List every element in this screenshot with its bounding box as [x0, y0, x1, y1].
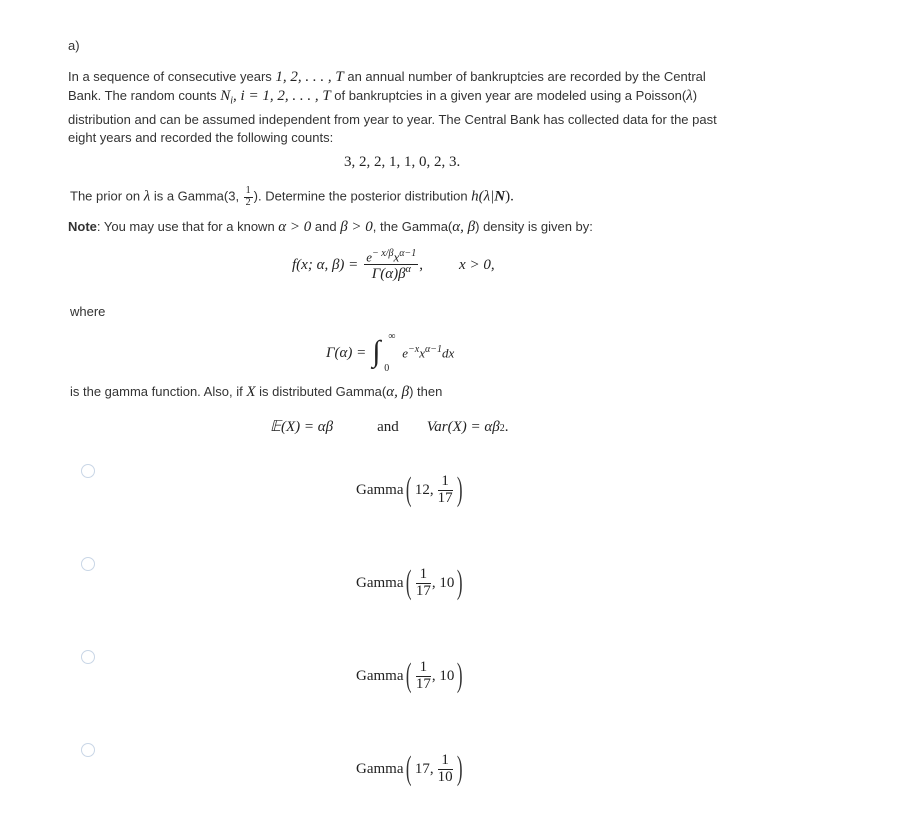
- fraction-num: 1: [416, 567, 431, 584]
- after-text: is the gamma function. Also, if: [70, 384, 247, 399]
- note-text: , the Gamma(: [372, 219, 453, 234]
- den-text: Γ(α)β: [371, 265, 406, 282]
- paren-left: (: [406, 471, 412, 508]
- para-text: eight years and recorded the following counts:: [68, 130, 334, 146]
- math-posterior: h(λ|: [471, 188, 495, 205]
- note-bold: Note: [68, 219, 97, 234]
- math-params: α, β: [452, 219, 476, 235]
- option-beta-fraction: [438, 753, 453, 786]
- num-x-exp: α−1: [399, 248, 417, 259]
- integral-sign: [370, 333, 400, 373]
- note-text: ) density is given by:: [475, 219, 593, 234]
- math-lambda: λ: [686, 87, 693, 104]
- option-alpha-fraction: [416, 567, 431, 600]
- density-fraction: [364, 249, 418, 283]
- option-alpha: 17,: [414, 760, 434, 777]
- fraction-den: 17: [415, 582, 431, 599]
- density-den: [364, 265, 418, 283]
- density-num: [364, 249, 418, 265]
- math-index: , i = 1, 2, . . . , T: [233, 87, 331, 104]
- para-text: ): [692, 87, 698, 103]
- integrand: [402, 344, 454, 361]
- density-condition: x > 0,: [459, 257, 495, 274]
- paren-right: ): [457, 564, 463, 601]
- integral-upper: ∞: [388, 331, 396, 342]
- paren-left: (: [406, 657, 412, 694]
- option-4-radio[interactable]: [81, 743, 95, 757]
- counts-display: 3, 2, 2, 1, 1, 0, 2, 3.: [344, 154, 461, 170]
- para-text: an annual number of bankruptcies are recorded by the Central: [343, 69, 706, 84]
- moments-formula: [270, 417, 508, 436]
- after-text: ) then: [409, 384, 443, 399]
- para-text: Bank. The random counts: [68, 87, 221, 103]
- fraction-num: 1: [245, 185, 251, 196]
- intro-paragraph: [68, 68, 768, 148]
- after-text: is distributed Gamma(: [255, 384, 387, 399]
- integrand-e-exp: −x: [408, 344, 420, 356]
- math-alpha-cond: α > 0: [278, 219, 312, 235]
- option-gamma-label: Gamma: [356, 760, 404, 777]
- option-1-formula: [356, 473, 465, 507]
- option-3-radio[interactable]: [81, 650, 95, 664]
- option-gamma-label: Gamma: [356, 667, 404, 684]
- option-2-formula: [356, 566, 466, 600]
- option-alpha: 12,: [414, 481, 434, 498]
- density-comma: ,: [419, 257, 424, 274]
- fraction-den: 17: [415, 675, 431, 692]
- math-params: α, β: [386, 384, 410, 400]
- note-line: [68, 219, 593, 236]
- para-text: In a sequence of consecutive years: [68, 69, 276, 84]
- variance: Var(X) = αβ: [426, 419, 500, 435]
- variance-exp: 2: [499, 423, 505, 434]
- option-alpha-fraction: [416, 660, 431, 693]
- paren-left: (: [406, 564, 412, 601]
- math-years: 1, 2, . . . , T: [275, 69, 344, 85]
- where-label: where: [70, 304, 106, 319]
- math-bold-N: N: [494, 188, 506, 205]
- integral-glyph: ∫: [372, 335, 381, 368]
- math-sub-i: i: [230, 95, 234, 107]
- option-beta: , 10: [431, 667, 455, 684]
- gamma-function-formula: [326, 333, 454, 373]
- para-text: of bankruptcies in a given year are modeled using a Poisson(: [330, 87, 687, 103]
- note-text: and: [311, 219, 341, 234]
- fraction-den: 10: [437, 768, 453, 785]
- option-1-radio[interactable]: [81, 464, 95, 478]
- integrand-x-exp: α−1: [425, 344, 443, 356]
- option-gamma-label: Gamma: [356, 481, 404, 498]
- prior-text: ). Determine the posterior distribution: [253, 188, 472, 204]
- fraction-num: 1: [416, 660, 431, 677]
- paren-right: ): [456, 750, 463, 787]
- note-text: : You may use that for a known: [96, 219, 279, 234]
- num-e-exp: − x/β: [372, 248, 394, 259]
- prior-fraction: [244, 186, 253, 208]
- expectation: 𝔼(X) = αβ: [270, 419, 334, 435]
- math-beta-cond: β > 0: [340, 219, 373, 235]
- math-close: ).: [505, 188, 514, 205]
- option-2-radio[interactable]: [81, 557, 95, 571]
- option-gamma-label: Gamma: [356, 574, 404, 591]
- variance-dot: .: [504, 419, 509, 435]
- integrand-x: x: [419, 345, 426, 361]
- density-lhs: f(x; α, β) =: [292, 257, 359, 274]
- gamma-lhs: Γ(α) =: [326, 344, 367, 361]
- option-3-formula: [356, 659, 466, 693]
- paren-right: ): [456, 471, 463, 508]
- question-label: a): [68, 38, 80, 53]
- paren-left: (: [406, 750, 412, 787]
- prior-text: The prior on: [70, 188, 144, 204]
- math-lambda: λ: [143, 188, 151, 205]
- density-formula: [292, 249, 495, 283]
- math-X: X: [246, 384, 256, 400]
- option-beta-fraction: [438, 474, 453, 507]
- integral-lower: 0: [384, 363, 390, 374]
- math-N: N: [220, 87, 231, 104]
- den-exp: α: [405, 263, 411, 275]
- and-word: and: [377, 419, 399, 435]
- option-4-formula: [356, 752, 465, 786]
- num-x: x: [393, 249, 400, 265]
- paren-right: ): [457, 657, 463, 694]
- integrand-dx: dx: [442, 345, 455, 361]
- fraction-den: 2: [245, 196, 251, 208]
- fraction-den: 17: [437, 489, 453, 506]
- prior-line: [70, 186, 514, 208]
- fraction-num: 1: [438, 753, 453, 770]
- integrand-e: e: [402, 345, 409, 361]
- text-after: [70, 384, 442, 401]
- num-e: e: [366, 249, 373, 265]
- prior-text: is a Gamma(3,: [150, 188, 243, 204]
- option-beta: , 10: [431, 574, 455, 591]
- para-text: distribution and can be assumed independent from year to year. The Central Bank has collected data for the past: [68, 111, 717, 127]
- fraction-num: 1: [438, 474, 453, 491]
